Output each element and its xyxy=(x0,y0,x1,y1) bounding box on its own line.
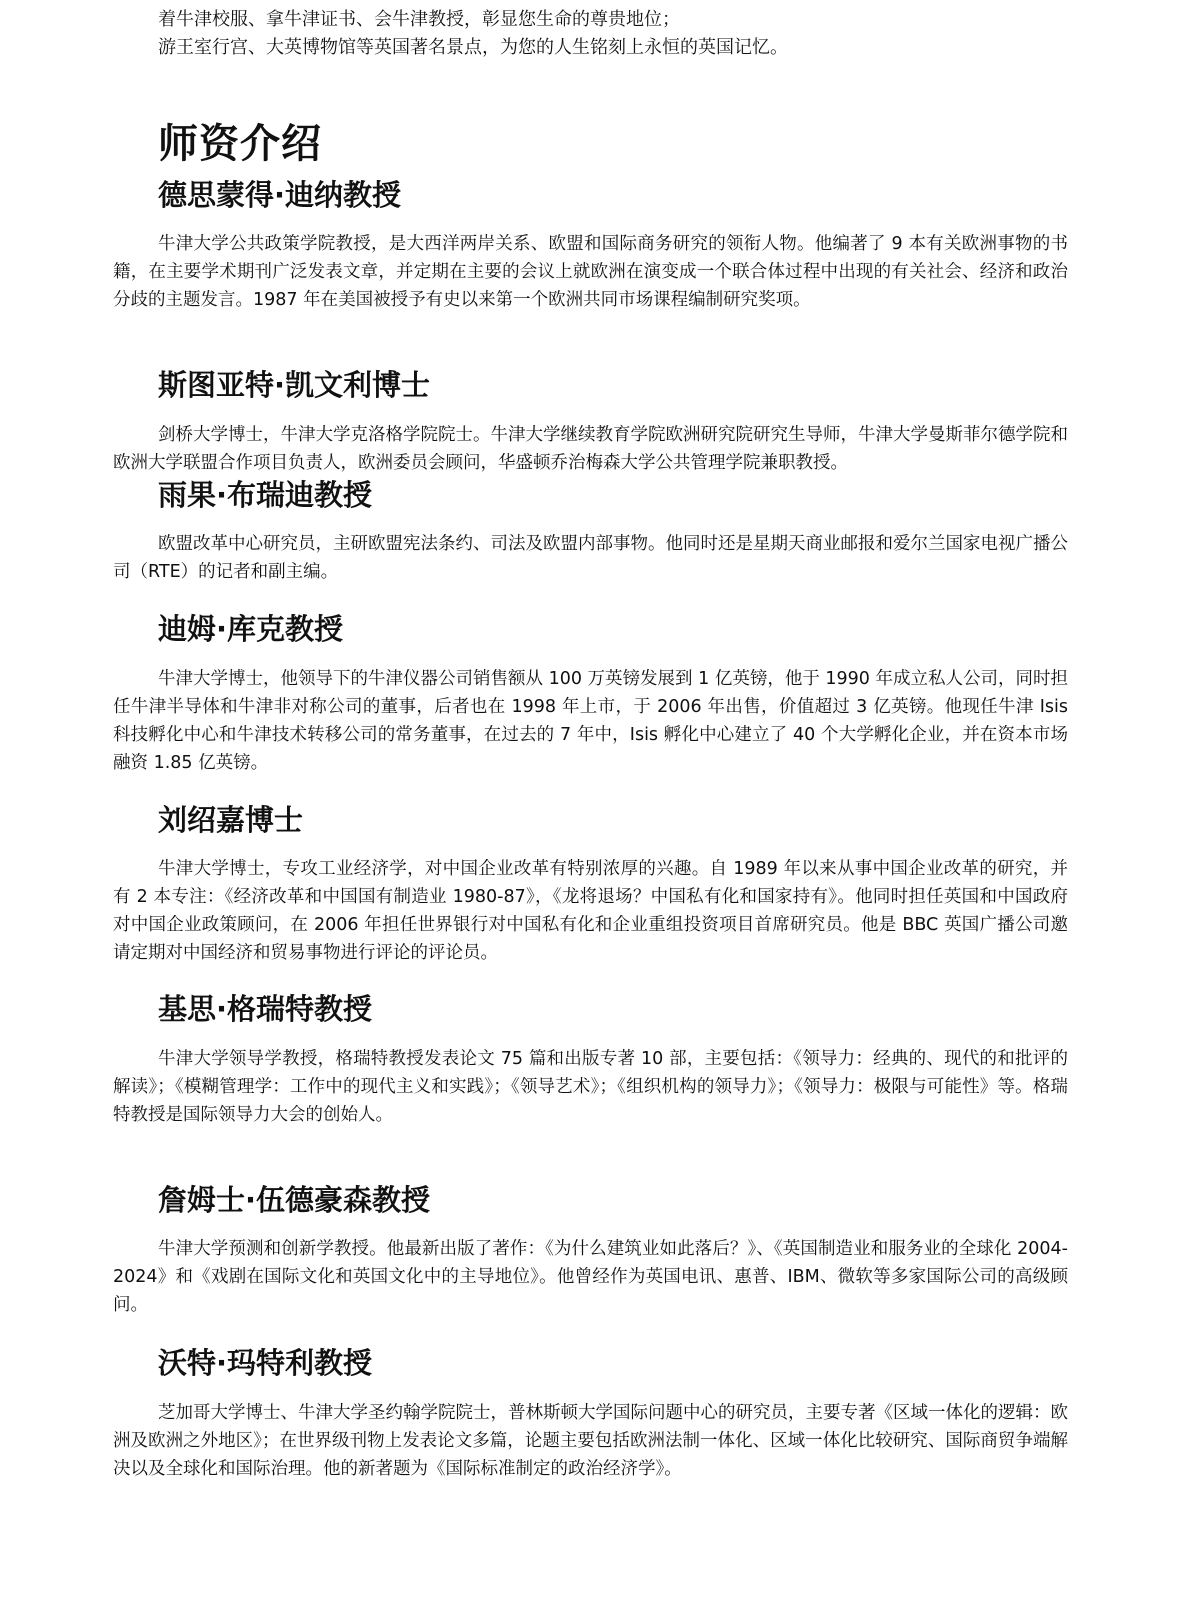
intro-line: 游王室行宫、大英博物馆等英国著名景点，为您的人生铭刻上永恒的英国记忆。 xyxy=(158,37,788,58)
intro-block xyxy=(158,6,1078,62)
faculty-bio: 欧盟改革中心研究员，主研欧盟宪法条约、司法及欧盟内部事物。他同时还是星期天商业邮报和爱尔兰国家电视广播公司（RTE）的记者和副主编。 xyxy=(113,534,1068,582)
faculty-name: 基思·格瑞特教授 xyxy=(158,992,373,1026)
faculty-bio: 芝加哥大学博士、牛津大学圣约翰学院院士，普林斯顿大学国际问题中心的研究员，主要专著《区域一体化的逻辑：欧洲及欧洲之外地区》；在世界级刊物上发表论文多篇，论题主要包括欧洲法制一体化、区域一体化比较研究、国际商贸争端解决以及全球化和国际治理。他的新著题为《国际标准制定的政治经济学》。 xyxy=(113,1403,1068,1479)
faculty-bio: 牛津大学博士，专攻工业经济学，对中国企业改革有特别浓厚的兴趣。自 1989 年以来从事中国企业改革的研究，并有 2 本专注：《经济改革和中国国有制造业 1980-87》，《龙将退场？中国私有化和国家持有》。他同时担任英国和中国政府对中国企业政策顾问，在 2006 年担任世界银行对中国私有化和企业重组投资项目首席研究员。他是 BBC 英国广播公司邀请定期对中国经济和贸易事物进行评论的评论员。 xyxy=(113,859,1068,963)
faculty-name: 刘绍嘉博士 xyxy=(158,803,304,837)
intro-line: 着牛津校服、拿牛津证书、会牛津教授，彰显您生命的尊贵地位； xyxy=(158,9,680,30)
faculty-bio: 牛津大学博士，他领导下的牛津仪器公司销售额从 100 万英镑发展到 1 亿英镑，他于 1990 年成立私人公司，同时担任牛津半导体和牛津非对称公司的董事，后者也在 1998 年上市，于 2006 年出售，价值超过 3 亿英镑。他现任牛津 Isis 科技孵化中心和牛津技术转移公司的常务董事，在过去的 7 年中，Isis 孵化中心建立了 40 个大学孵化企业，并在资本市场融资 1.85 亿英镑。 xyxy=(113,669,1068,773)
faculty-bio: 剑桥大学博士，牛津大学克洛格学院院士。牛津大学继续教育学院欧洲研究院研究生导师，牛津大学曼斯菲尔德学院和欧洲大学联盟合作项目负责人，欧洲委员会顾问，华盛顿乔治梅森大学公共管理学院兼职教授。 xyxy=(113,425,1068,473)
faculty-bio: 牛津大学预测和创新学教授。他最新出版了著作：《为什么建筑业如此落后？》、《英国制造业和服务业的全球化 2004-2024》和《戏剧在国际文化和英国文化中的主导地位》。他曾经作为英国电讯、惠普、IBM、微软等多家国际公司的高级顾问。 xyxy=(113,1239,1068,1315)
faculty-name: 沃特·玛特利教授 xyxy=(158,1346,373,1380)
faculty-name: 詹姆士·伍德豪森教授 xyxy=(158,1183,431,1217)
faculty-name: 斯图亚特·凯文利博士 xyxy=(158,368,431,402)
faculty-name: 雨果·布瑞迪教授 xyxy=(158,478,373,512)
faculty-name: 迪姆·库克教授 xyxy=(158,612,344,646)
faculty-bio: 牛津大学领导学教授，格瑞特教授发表论文 75 篇和出版专著 10 部，主要包括：《领导力：经典的、现代的和批评的解读》；《模糊管理学：工作中的现代主义和实践》；《领导艺术》；《组织机构的领导力》；《领导力：极限与可能性》等。格瑞特教授是国际领导力大会的创始人。 xyxy=(113,1049,1068,1125)
faculty-bio: 牛津大学公共政策学院教授，是大西洋两岸关系、欧盟和国际商务研究的领衔人物。他编著了 9 本有关欧洲事物的书籍，在主要学术期刊广泛发表文章，并定期在主要的会议上就欧洲在演变成一个联合体过程中出现的有关社会、经济和政治分歧的主题发言。1987 年在美国被授予有史以来第一个欧洲共同市场课程编制研究奖项。 xyxy=(113,234,1068,310)
faculty-name: 德思蒙得·迪纳教授 xyxy=(158,178,402,212)
section-title: 师资介绍 xyxy=(158,121,322,167)
